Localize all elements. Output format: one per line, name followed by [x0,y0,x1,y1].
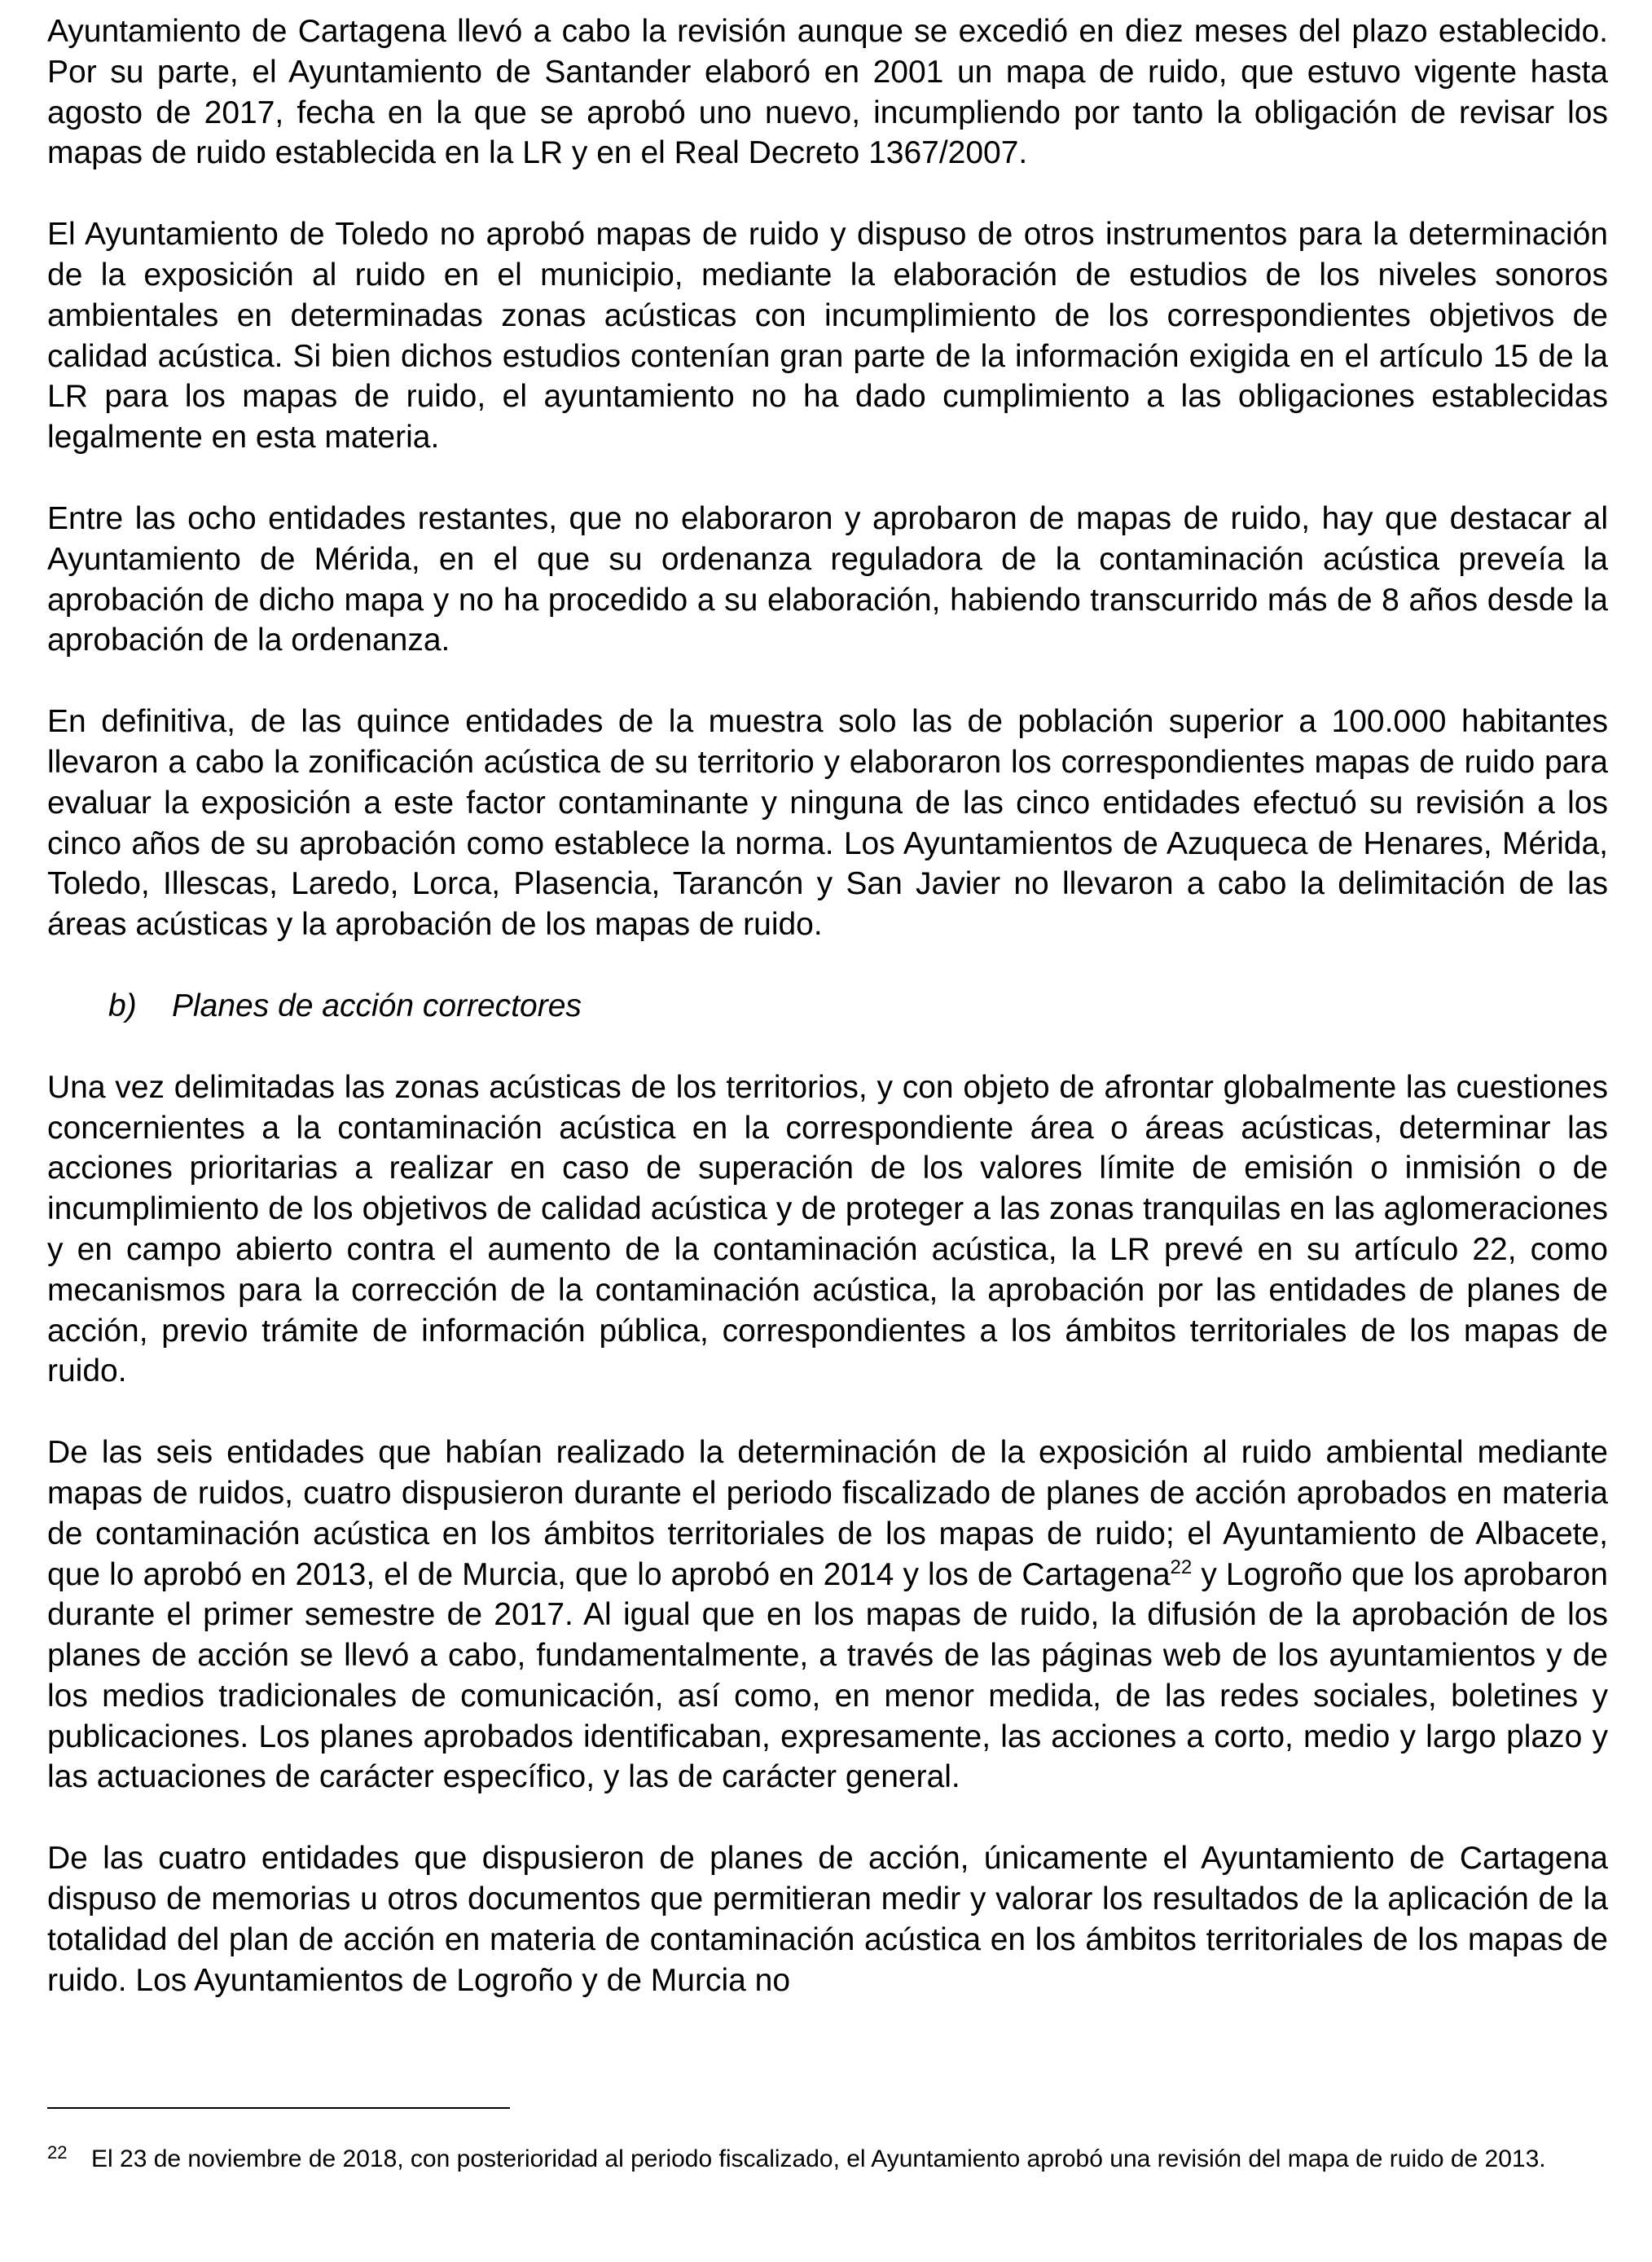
footnote [47,2143,1608,2176]
footnote-text: El 23 de noviembre de 2018, con posterioridad al periodo fiscalizado, el Ayuntamiento aprobó una revisión del mapa de ruido de 2013. [91,2145,1546,2172]
paragraph-1: Ayuntamiento de Cartagena llevó a cabo la revisión aunque se excedió en diez meses del plazo establecido. Por su parte, el Ayuntamiento de Santander elaboró en 2001 un mapa de ruido, que estuvo vigente hasta agosto de 2017, fecha en la que se aprobó uno nuevo, incumpliendo por tanto la obligación de revisar los mapas de ruido establecida en la LR y en el Real Decreto 1367/2007. [47,14,1608,171]
paragraph-6 [47,1432,1608,1798]
paragraph-5: Una vez delimitadas las zonas acústicas de los territorios, y con objeto de afrontar globalmente las cuestiones concernientes a la contaminación acústica en la correspondiente área o áreas acústicas, determinar las acciones prioritarias a realizar en caso de superación de los valores límite de emisión o inmisión o de incumplimiento de los objetivos de calidad acústica y de proteger a las zonas tranquilas en las aglomeraciones y en campo abierto contra el aumento de la contaminación acústica, la LR prevé en su artículo 22, como mecanismos para la corrección de la contaminación acústica, la aprobación por las entidades de planes de acción, previo trámite de información pública, correspondientes a los ámbitos territoriales de los mapas de ruido. [47,1069,1608,1389]
section-heading-letter: b) [108,988,137,1023]
paragraph-6-text-after: y Logroño que los aprobaron durante el primer semestre de 2017. Al igual que en los mapas de ruido, la difusión de la aprobación de los planes de acción se llevó a cabo, fundamentalmente, a través de las páginas web de los ayuntamientos y de los medios tradicionales de comunicación, así como, en menor medida, de las redes sociales, boletines y publicaciones. Los planes aprobados identificaban, expresamente, las acciones a corto, medio y largo plazo y las actuaciones de carácter específico, y las de carácter general. [47,1556,1608,1795]
section-heading [47,986,1608,1027]
footnote-number: 22 [47,2142,68,2163]
document-body [47,11,1608,2041]
section-heading-title: Planes de acción correctores [172,988,582,1023]
paragraph-2: El Ayuntamiento de Toledo no aprobó mapas de ruido y dispuso de otros instrumentos para la determinación de la exposición al ruido en el municipio, mediante la elaboración de estudios de los niveles sonoros ambientales en determinadas zonas acústicas con incumplimiento de los correspondientes objetivos de calidad acústica. Si bien dichos estudios contenían gran parte de la información exigida en el artículo 15 de la LR para los mapas de ruido, el ayuntamiento no ha dado cumplimiento a las obligaciones establecidas legalmente en esta materia. [47,217,1608,455]
paragraph-4: En definitiva, de las quince entidades de la muestra solo las de población superior a 100.000 habitantes llevaron a cabo la zonificación acústica de su territorio y elaboraron los correspondientes mapas de ruido para evaluar la exposición a este factor contaminante y ninguna de las cinco entidades efectuó su revisión a los cinco años de su aprobación como establece la norma. Los Ayuntamientos de Azuqueca de Henares, Mérida, Toledo, Illescas, Laredo, Lorca, Plasencia, Tarancón y San Javier no llevaron a cabo la delimitación de las áreas acústicas y la aprobación de los mapas de ruido. [47,704,1608,943]
paragraph-3: Entre las ocho entidades restantes, que no elaboraron y aprobaron de mapas de ruido, hay que destacar al Ayuntamiento de Mérida, en el que su ordenanza reguladora de la contaminación acústica preveía la aprobación de dicho mapa y no ha procedido a su elaboración, habiendo transcurrido más de 8 años desde la aprobación de la ordenanza. [47,500,1608,658]
paragraph-6-text-before: De las seis entidades que habían realizado la determinación de la exposición al ruido ambiental mediante mapas de ruidos, cuatro dispusieron durante el periodo fiscalizado de planes de acción aprobados en materia de contaminación acústica en los ámbitos territoriales de los mapas de ruido; el Ayuntamiento de Albacete, que lo aprobó en 2013, el de Murcia, que lo aprobó en 2014 y los de Cartagena [47,1435,1608,1592]
footnote-reference[interactable]: 22 [1170,1556,1193,1578]
footnote-separator [47,2107,510,2109]
paragraph-7: De las cuatro entidades que dispusieron de planes de acción, únicamente el Ayuntamiento de Cartagena dispuso de memorias u otros documentos que permitieran medir y valorar los resultados de la aplicación de la totalidad del plan de acción en materia de contaminación acústica en los ámbitos territoriales de los mapas de ruido. Los Ayuntamientos de Logroño y de Murcia no [47,1841,1608,1998]
